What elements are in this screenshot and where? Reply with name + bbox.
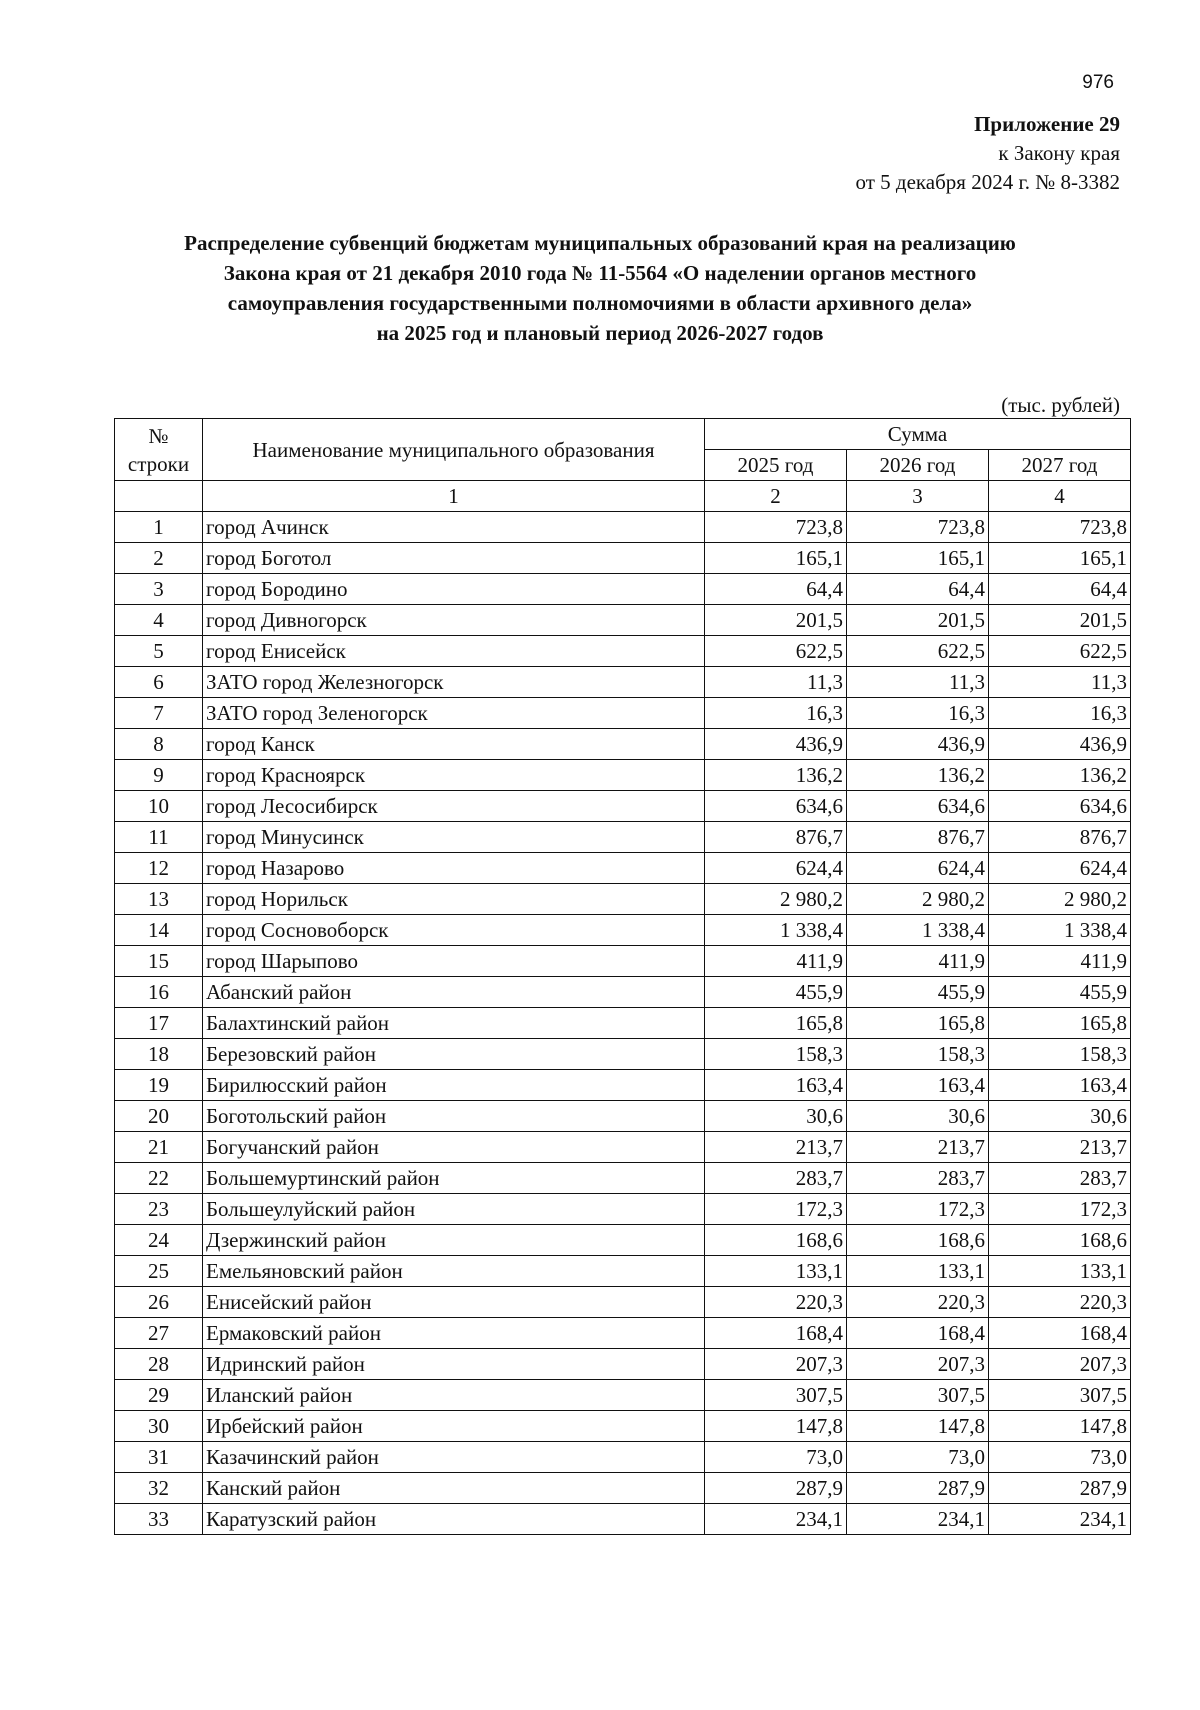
amount-2027-cell: 133,1 [989, 1256, 1131, 1287]
table-row [115, 667, 1131, 698]
amount-2025-cell: 165,8 [705, 1008, 847, 1039]
amount-2026-cell: 213,7 [847, 1132, 989, 1163]
row-number-cell: 33 [115, 1504, 203, 1535]
table-row [115, 760, 1131, 791]
amount-2027-cell: 436,9 [989, 729, 1131, 760]
row-number-cell: 32 [115, 1473, 203, 1504]
table-row [115, 1256, 1131, 1287]
row-number-cell: 16 [115, 977, 203, 1008]
amount-2026-cell: 876,7 [847, 822, 989, 853]
table-row [115, 636, 1131, 667]
amount-2025-cell: 622,5 [705, 636, 847, 667]
header-year-2026: 2026 год [847, 450, 989, 481]
row-number-cell: 18 [115, 1039, 203, 1070]
table-row [115, 1411, 1131, 1442]
amount-2025-cell: 163,4 [705, 1070, 847, 1101]
amount-2025-cell: 2 980,2 [705, 884, 847, 915]
amount-2027-cell: 2 980,2 [989, 884, 1131, 915]
municipality-name-cell: город Лесосибирск [203, 791, 705, 822]
amount-2025-cell: 30,6 [705, 1101, 847, 1132]
table-row [115, 1070, 1131, 1101]
amount-2027-cell: 73,0 [989, 1442, 1131, 1473]
municipality-name-cell: Дзержинский район [203, 1225, 705, 1256]
municipality-name-cell: город Норильск [203, 884, 705, 915]
municipality-name-cell: Большемуртинский район [203, 1163, 705, 1194]
header-colnum-1: 1 [203, 481, 705, 512]
table-row [115, 1163, 1131, 1194]
municipality-name-cell: Емельяновский район [203, 1256, 705, 1287]
amount-2025-cell: 220,3 [705, 1287, 847, 1318]
amount-2027-cell: 234,1 [989, 1504, 1131, 1535]
amount-2025-cell: 436,9 [705, 729, 847, 760]
amount-2025-cell: 207,3 [705, 1349, 847, 1380]
amount-2025-cell: 168,6 [705, 1225, 847, 1256]
row-number-cell: 14 [115, 915, 203, 946]
header-colnum-empty [115, 481, 203, 512]
title-line-3: самоуправления государственными полномочиями в области архивного дела» [227, 291, 973, 315]
title-line-1: Распределение субвенций бюджетам муниципальных образований края на реализацию [184, 231, 1016, 255]
amount-2025-cell: 624,4 [705, 853, 847, 884]
amount-2027-cell: 168,4 [989, 1318, 1131, 1349]
row-number-cell: 24 [115, 1225, 203, 1256]
municipality-name-cell: Идринский район [203, 1349, 705, 1380]
municipality-name-cell: Боготольский район [203, 1101, 705, 1132]
table-row [115, 1008, 1131, 1039]
row-number-cell: 22 [115, 1163, 203, 1194]
amount-2026-cell: 64,4 [847, 574, 989, 605]
row-number-cell: 7 [115, 698, 203, 729]
amount-2025-cell: 11,3 [705, 667, 847, 698]
table-row [115, 1473, 1131, 1504]
amount-2026-cell: 165,8 [847, 1008, 989, 1039]
amount-2027-cell: 165,8 [989, 1008, 1131, 1039]
amount-2025-cell: 307,5 [705, 1380, 847, 1411]
table-row [115, 512, 1131, 543]
amount-2026-cell: 168,6 [847, 1225, 989, 1256]
table-row [115, 1101, 1131, 1132]
table-row [115, 1287, 1131, 1318]
amount-2026-cell: 307,5 [847, 1380, 989, 1411]
row-number-cell: 2 [115, 543, 203, 574]
amount-2027-cell: 876,7 [989, 822, 1131, 853]
header-year-2025: 2025 год [705, 450, 847, 481]
amount-2027-cell: 207,3 [989, 1349, 1131, 1380]
amount-2027-cell: 287,9 [989, 1473, 1131, 1504]
row-number-cell: 4 [115, 605, 203, 636]
row-number-cell: 21 [115, 1132, 203, 1163]
municipality-name-cell: Большеулуйский район [203, 1194, 705, 1225]
row-number-cell: 5 [115, 636, 203, 667]
row-number-cell: 15 [115, 946, 203, 977]
row-number-cell: 6 [115, 667, 203, 698]
table-row [115, 1349, 1131, 1380]
municipality-name-cell: город Минусинск [203, 822, 705, 853]
appendix-block [856, 110, 1120, 197]
municipality-name-cell: город Боготол [203, 543, 705, 574]
table-row [115, 884, 1131, 915]
amount-2027-cell: 172,3 [989, 1194, 1131, 1225]
amount-2027-cell: 163,4 [989, 1070, 1131, 1101]
amount-2025-cell: 455,9 [705, 977, 847, 1008]
amount-2026-cell: 287,9 [847, 1473, 989, 1504]
municipality-name-cell: город Канск [203, 729, 705, 760]
row-number-cell: 9 [115, 760, 203, 791]
row-number-cell: 23 [115, 1194, 203, 1225]
amount-2027-cell: 283,7 [989, 1163, 1131, 1194]
amount-2025-cell: 16,3 [705, 698, 847, 729]
amount-2026-cell: 73,0 [847, 1442, 989, 1473]
amount-2026-cell: 158,3 [847, 1039, 989, 1070]
municipality-name-cell: город Красноярск [203, 760, 705, 791]
municipality-name-cell: город Ачинск [203, 512, 705, 543]
amount-2027-cell: 213,7 [989, 1132, 1131, 1163]
amount-2026-cell: 136,2 [847, 760, 989, 791]
table-row [115, 946, 1131, 977]
amount-2025-cell: 168,4 [705, 1318, 847, 1349]
municipality-name-cell: Иланский район [203, 1380, 705, 1411]
amount-2026-cell: 147,8 [847, 1411, 989, 1442]
amount-2027-cell: 624,4 [989, 853, 1131, 884]
row-number-cell: 8 [115, 729, 203, 760]
municipality-name-cell: Ермаковский район [203, 1318, 705, 1349]
table-row [115, 1318, 1131, 1349]
table-row [115, 791, 1131, 822]
amount-2026-cell: 16,3 [847, 698, 989, 729]
amount-2026-cell: 624,4 [847, 853, 989, 884]
row-number-cell: 10 [115, 791, 203, 822]
amount-2026-cell: 207,3 [847, 1349, 989, 1380]
table-row [115, 977, 1131, 1008]
amount-2026-cell: 133,1 [847, 1256, 989, 1287]
amount-2025-cell: 136,2 [705, 760, 847, 791]
municipality-name-cell: Березовский район [203, 1039, 705, 1070]
amount-2025-cell: 73,0 [705, 1442, 847, 1473]
appendix-law-ref: к Закону края [998, 141, 1120, 165]
amount-2025-cell: 634,6 [705, 791, 847, 822]
amount-2025-cell: 165,1 [705, 543, 847, 574]
row-number-cell: 19 [115, 1070, 203, 1101]
municipality-name-cell: город Назарово [203, 853, 705, 884]
subvention-table [114, 418, 1131, 1535]
table-row [115, 543, 1131, 574]
municipality-name-cell: Богучанский район [203, 1132, 705, 1163]
row-number-cell: 1 [115, 512, 203, 543]
table-row [115, 1039, 1131, 1070]
table-row [115, 605, 1131, 636]
amount-2025-cell: 287,9 [705, 1473, 847, 1504]
amount-2026-cell: 2 980,2 [847, 884, 989, 915]
municipality-name-cell: Ирбейский район [203, 1411, 705, 1442]
amount-2025-cell: 411,9 [705, 946, 847, 977]
amount-2025-cell: 1 338,4 [705, 915, 847, 946]
row-number-cell: 28 [115, 1349, 203, 1380]
amount-2027-cell: 622,5 [989, 636, 1131, 667]
table-row [115, 1194, 1131, 1225]
amount-2025-cell: 64,4 [705, 574, 847, 605]
amount-2026-cell: 201,5 [847, 605, 989, 636]
table-row [115, 1504, 1131, 1535]
table-row [115, 1132, 1131, 1163]
appendix-law-date: от 5 декабря 2024 г. № 8-3382 [855, 170, 1120, 194]
row-number-cell: 20 [115, 1101, 203, 1132]
amount-2027-cell: 16,3 [989, 698, 1131, 729]
table-row [115, 915, 1131, 946]
title-line-4: на 2025 год и плановый период 2026-2027 годов [376, 321, 824, 345]
amount-2026-cell: 723,8 [847, 512, 989, 543]
amount-2027-cell: 158,3 [989, 1039, 1131, 1070]
page-number: 976 [1082, 72, 1114, 93]
row-number-cell: 11 [115, 822, 203, 853]
header-colnum-3: 3 [847, 481, 989, 512]
municipality-name-cell: город Шарыпово [203, 946, 705, 977]
amount-2025-cell: 283,7 [705, 1163, 847, 1194]
amount-2026-cell: 283,7 [847, 1163, 989, 1194]
title-line-2: Закона края от 21 декабря 2010 года № 11-5564 «О наделении органов местного [223, 261, 977, 285]
amount-2025-cell: 172,3 [705, 1194, 847, 1225]
amount-2027-cell: 11,3 [989, 667, 1131, 698]
row-number-cell: 31 [115, 1442, 203, 1473]
table-row [115, 698, 1131, 729]
municipality-name-cell: Балахтинский район [203, 1008, 705, 1039]
municipality-name-cell: Казачинский район [203, 1442, 705, 1473]
amount-2025-cell: 213,7 [705, 1132, 847, 1163]
municipality-name-cell: город Бородино [203, 574, 705, 605]
document-title [115, 228, 1085, 348]
amount-2025-cell: 234,1 [705, 1504, 847, 1535]
table-row [115, 822, 1131, 853]
row-number-cell: 27 [115, 1318, 203, 1349]
table-body [115, 512, 1131, 1535]
header-municipality-name: Наименование муниципального образования [203, 419, 705, 481]
amount-2026-cell: 411,9 [847, 946, 989, 977]
row-number-cell: 12 [115, 853, 203, 884]
amount-2026-cell: 634,6 [847, 791, 989, 822]
municipality-name-cell: ЗАТО город Железногорск [203, 667, 705, 698]
amount-2026-cell: 234,1 [847, 1504, 989, 1535]
header-sum: Сумма [705, 419, 1131, 450]
amount-2025-cell: 133,1 [705, 1256, 847, 1287]
row-number-cell: 29 [115, 1380, 203, 1411]
amount-2026-cell: 168,4 [847, 1318, 989, 1349]
table-row [115, 574, 1131, 605]
amount-2026-cell: 11,3 [847, 667, 989, 698]
amount-2027-cell: 64,4 [989, 574, 1131, 605]
header-year-2027: 2027 год [989, 450, 1131, 481]
table-row [115, 729, 1131, 760]
municipality-name-cell: Енисейский район [203, 1287, 705, 1318]
units-label: (тыс. рублей) [1001, 393, 1120, 417]
amount-2026-cell: 1 338,4 [847, 915, 989, 946]
row-number-cell: 26 [115, 1287, 203, 1318]
amount-2027-cell: 220,3 [989, 1287, 1131, 1318]
amount-2025-cell: 876,7 [705, 822, 847, 853]
amount-2027-cell: 168,6 [989, 1225, 1131, 1256]
amount-2026-cell: 455,9 [847, 977, 989, 1008]
municipality-name-cell: Канский район [203, 1473, 705, 1504]
row-number-cell: 3 [115, 574, 203, 605]
amount-2026-cell: 30,6 [847, 1101, 989, 1132]
header-num-label: строки [127, 451, 190, 476]
amount-2026-cell: 165,1 [847, 543, 989, 574]
appendix-title: Приложение 29 [974, 112, 1120, 136]
amount-2025-cell: 723,8 [705, 512, 847, 543]
header-colnum-2: 2 [705, 481, 847, 512]
row-number-cell: 17 [115, 1008, 203, 1039]
table-row [115, 1225, 1131, 1256]
amount-2026-cell: 220,3 [847, 1287, 989, 1318]
amount-2027-cell: 136,2 [989, 760, 1131, 791]
amount-2026-cell: 163,4 [847, 1070, 989, 1101]
amount-2026-cell: 622,5 [847, 636, 989, 667]
header-num-symbol: № [148, 423, 169, 448]
municipality-name-cell: город Дивногорск [203, 605, 705, 636]
amount-2026-cell: 436,9 [847, 729, 989, 760]
table-row [115, 1380, 1131, 1411]
municipality-name-cell: ЗАТО город Зеленогорск [203, 698, 705, 729]
table-row [115, 1442, 1131, 1473]
municipality-name-cell: город Сосновоборск [203, 915, 705, 946]
amount-2025-cell: 158,3 [705, 1039, 847, 1070]
row-number-cell: 25 [115, 1256, 203, 1287]
municipality-name-cell: Каратузский район [203, 1504, 705, 1535]
amount-2027-cell: 201,5 [989, 605, 1131, 636]
header-row-number [115, 419, 203, 481]
amount-2027-cell: 147,8 [989, 1411, 1131, 1442]
municipality-name-cell: город Енисейск [203, 636, 705, 667]
amount-2025-cell: 201,5 [705, 605, 847, 636]
amount-2027-cell: 1 338,4 [989, 915, 1131, 946]
amount-2027-cell: 411,9 [989, 946, 1131, 977]
amount-2027-cell: 307,5 [989, 1380, 1131, 1411]
amount-2027-cell: 455,9 [989, 977, 1131, 1008]
municipality-name-cell: Бирилюсский район [203, 1070, 705, 1101]
amount-2027-cell: 634,6 [989, 791, 1131, 822]
row-number-cell: 13 [115, 884, 203, 915]
amount-2025-cell: 147,8 [705, 1411, 847, 1442]
amount-2027-cell: 165,1 [989, 543, 1131, 574]
row-number-cell: 30 [115, 1411, 203, 1442]
amount-2027-cell: 30,6 [989, 1101, 1131, 1132]
amount-2027-cell: 723,8 [989, 512, 1131, 543]
table-row [115, 853, 1131, 884]
header-colnum-4: 4 [989, 481, 1131, 512]
municipality-name-cell: Абанский район [203, 977, 705, 1008]
amount-2026-cell: 172,3 [847, 1194, 989, 1225]
